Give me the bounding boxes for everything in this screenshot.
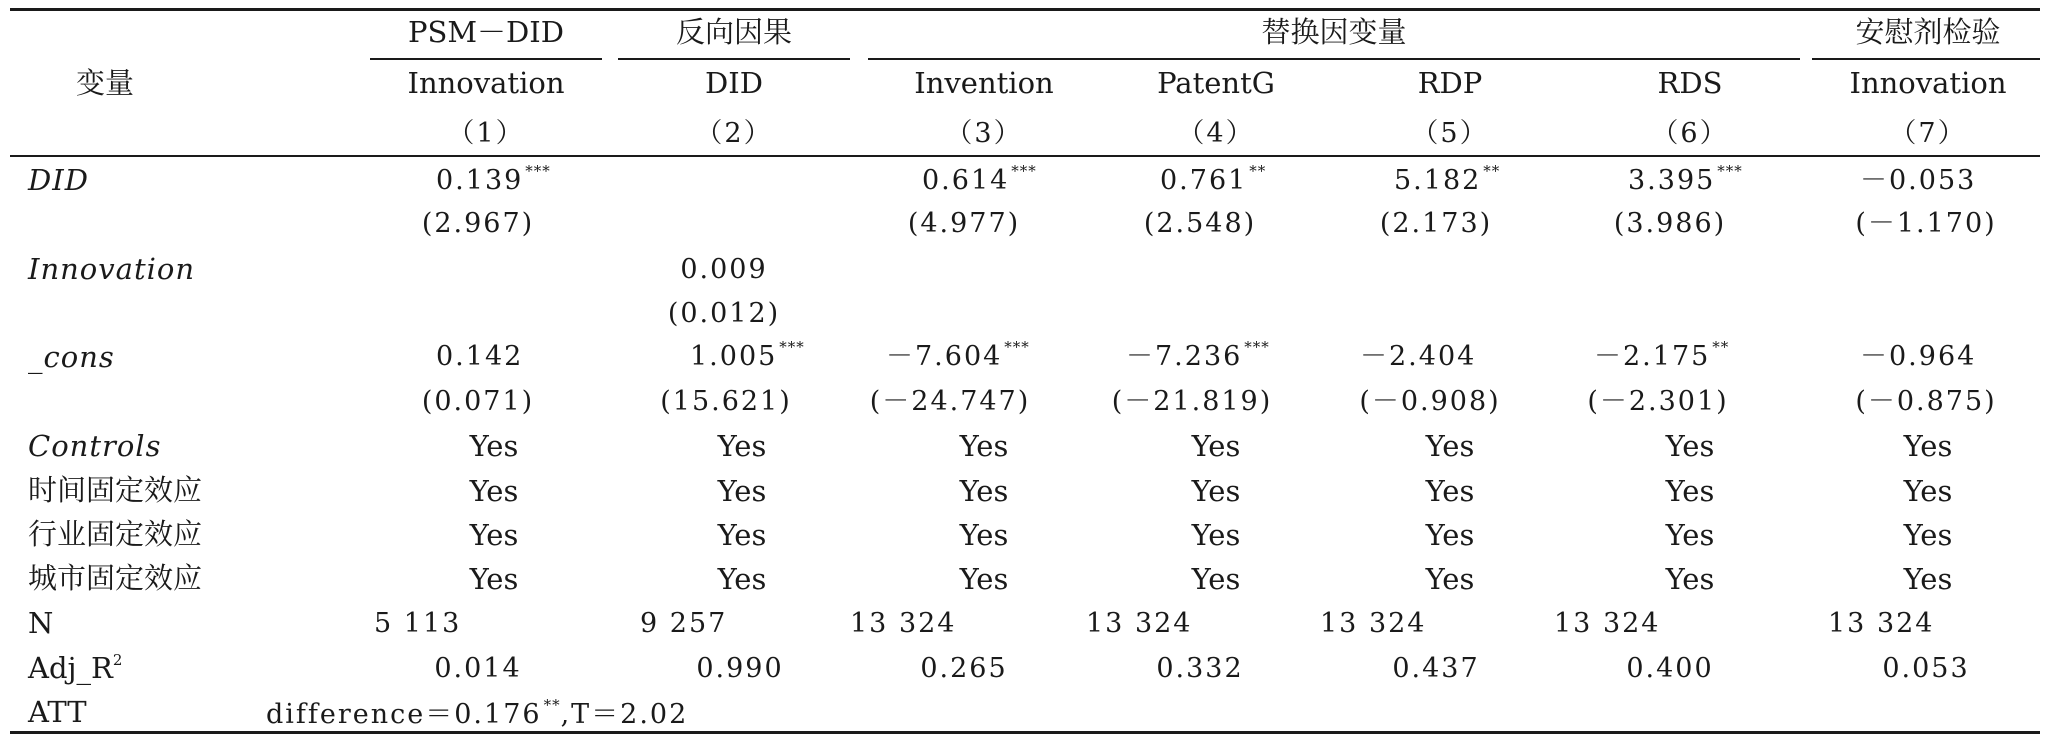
innovation-tstat-2: (0.012): [667, 298, 781, 329]
city-fe-value-5: Yes: [1425, 562, 1475, 596]
controls-value-2: Yes: [717, 429, 767, 463]
n-value-6: 13 324: [1554, 608, 1661, 639]
col-number-5: （5）: [1411, 118, 1489, 149]
adj-r2-value-1: 0.014: [434, 653, 522, 684]
did-tstat-1: (2.967): [421, 208, 535, 239]
dep-var-6: RDS: [1657, 66, 1723, 100]
controls-value-6: Yes: [1665, 429, 1715, 463]
group-rule-placebo: [1812, 58, 2040, 60]
adj-r2-value-6: 0.400: [1626, 653, 1714, 684]
city-fe-value-3: Yes: [959, 562, 1009, 596]
time-fe-value-5: Yes: [1425, 474, 1475, 508]
row-label-did: DID: [28, 163, 89, 197]
header-bottom-rule: [10, 155, 2040, 157]
controls-value-5: Yes: [1425, 429, 1475, 463]
n-value-7: 13 324: [1828, 608, 1935, 639]
top-rule: [10, 8, 2040, 11]
bottom-rule: [10, 731, 2040, 734]
row-label-industry-fe: 行业固定效应: [28, 517, 203, 551]
did-tstat-6: (3.986): [1613, 208, 1727, 239]
row-label-cons: _cons: [28, 340, 115, 374]
dep-var-1: Innovation: [407, 66, 565, 100]
dep-var-5: RDP: [1417, 66, 1483, 100]
adj-r2-value-5: 0.437: [1392, 653, 1480, 684]
time-fe-value-3: Yes: [959, 474, 1009, 508]
did-tstat-7: (－1.170): [1855, 208, 1997, 239]
att-value: difference＝0.176 **,T＝2.02: [266, 696, 689, 730]
did-tstat-3: (4.977): [907, 208, 1021, 239]
cons-coef-3: －7.604 ***: [886, 338, 1030, 372]
industry-fe-value-7: Yes: [1903, 518, 1953, 552]
time-fe-value-7: Yes: [1903, 474, 1953, 508]
controls-value-3: Yes: [959, 429, 1009, 463]
did-coef-3: 0.614 ***: [922, 162, 1037, 196]
city-fe-value-6: Yes: [1665, 562, 1715, 596]
row-label-time-fe: 时间固定效应: [28, 473, 203, 507]
col-number-1: （1）: [447, 118, 525, 149]
col-number-3: （3）: [945, 118, 1023, 149]
time-fe-value-1: Yes: [469, 474, 519, 508]
innovation-coef-2: 0.009: [680, 254, 768, 285]
cons-tstat-3: (－24.747): [869, 386, 1031, 417]
did-coef-1: 0.139 ***: [436, 162, 551, 196]
cons-coef-5: －2.404: [1360, 341, 1477, 372]
time-fe-value-6: Yes: [1665, 474, 1715, 508]
did-coef-7: －0.053: [1860, 165, 1977, 196]
group-title-reverse-causality: 反向因果: [675, 15, 793, 49]
cons-tstat-1: (0.071): [421, 386, 535, 417]
n-value-1: 5 113: [374, 608, 462, 639]
group-title-replace-dep-var: 替换因变量: [1261, 15, 1407, 49]
cons-coef-6: －2.175 **: [1594, 338, 1730, 372]
industry-fe-value-6: Yes: [1665, 518, 1715, 552]
row-label-city-fe: 城市固定效应: [28, 561, 203, 595]
adj-r2-value-2: 0.990: [696, 653, 784, 684]
col-number-2: （2）: [695, 118, 773, 149]
cons-coef-2: 1.005 ***: [690, 338, 805, 372]
controls-value-4: Yes: [1191, 429, 1241, 463]
row-label-n: N: [28, 606, 54, 640]
city-fe-value-2: Yes: [717, 562, 767, 596]
industry-fe-value-1: Yes: [469, 518, 519, 552]
row-label-adj-r2: $Adj\_R^2$: [28, 651, 123, 685]
adj-r2-value-7: 0.053: [1882, 653, 1970, 684]
row-label-controls: Controls: [28, 429, 162, 463]
cons-coef-4: －7.236 ***: [1126, 338, 1270, 372]
city-fe-value-4: Yes: [1191, 562, 1241, 596]
city-fe-value-1: Yes: [469, 562, 519, 596]
did-tstat-5: (2.173): [1379, 208, 1493, 239]
col-number-6: （6）: [1651, 118, 1729, 149]
industry-fe-value-4: Yes: [1191, 518, 1241, 552]
dep-var-2: DID: [705, 66, 763, 100]
cons-tstat-4: (－21.819): [1111, 386, 1273, 417]
n-value-5: 13 324: [1320, 608, 1427, 639]
dep-var-4: PatentG: [1157, 66, 1275, 100]
cons-tstat-5: (－0.908): [1359, 386, 1501, 417]
industry-fe-value-3: Yes: [959, 518, 1009, 552]
group-title-psm-did: PSM－DID: [407, 15, 565, 49]
did-coef-6: 3.395 ***: [1628, 162, 1743, 196]
adj-r2-value-3: 0.265: [920, 653, 1008, 684]
did-tstat-4: (2.548): [1143, 208, 1257, 239]
cons-tstat-6: (－2.301): [1587, 386, 1729, 417]
row-label-innovation: Innovation: [28, 252, 196, 286]
n-value-3: 13 324: [850, 608, 957, 639]
controls-value-7: Yes: [1903, 429, 1953, 463]
did-coef-4: 0.761 **: [1160, 162, 1267, 196]
col-number-7: （7）: [1889, 118, 1967, 149]
cons-coef-1: 0.142: [436, 341, 524, 372]
cons-tstat-7: (－0.875): [1855, 386, 1997, 417]
group-rule-psm-did: [370, 58, 602, 60]
col-number-4: （4）: [1177, 118, 1255, 149]
n-value-4: 13 324: [1086, 608, 1193, 639]
variable-header: 变量: [75, 66, 135, 100]
time-fe-value-2: Yes: [717, 474, 767, 508]
controls-value-1: Yes: [469, 429, 519, 463]
did-coef-5: 5.182 **: [1394, 162, 1501, 196]
cons-tstat-2: (15.621): [660, 386, 792, 417]
city-fe-value-7: Yes: [1903, 562, 1953, 596]
industry-fe-value-5: Yes: [1425, 518, 1475, 552]
dep-var-3: Invention: [914, 66, 1054, 100]
group-rule-reverse-causality: [618, 58, 850, 60]
industry-fe-value-2: Yes: [717, 518, 767, 552]
group-title-placebo: 安慰剂检验: [1855, 15, 2001, 49]
adj-r2-value-4: 0.332: [1156, 653, 1244, 684]
row-label-att: ATT: [28, 695, 87, 729]
n-value-2: 9 257: [640, 608, 728, 639]
group-rule-replace-dep-var: [868, 58, 1800, 60]
cons-coef-7: －0.964: [1860, 341, 1977, 372]
dep-var-7: Innovation: [1849, 66, 2007, 100]
time-fe-value-4: Yes: [1191, 474, 1241, 508]
